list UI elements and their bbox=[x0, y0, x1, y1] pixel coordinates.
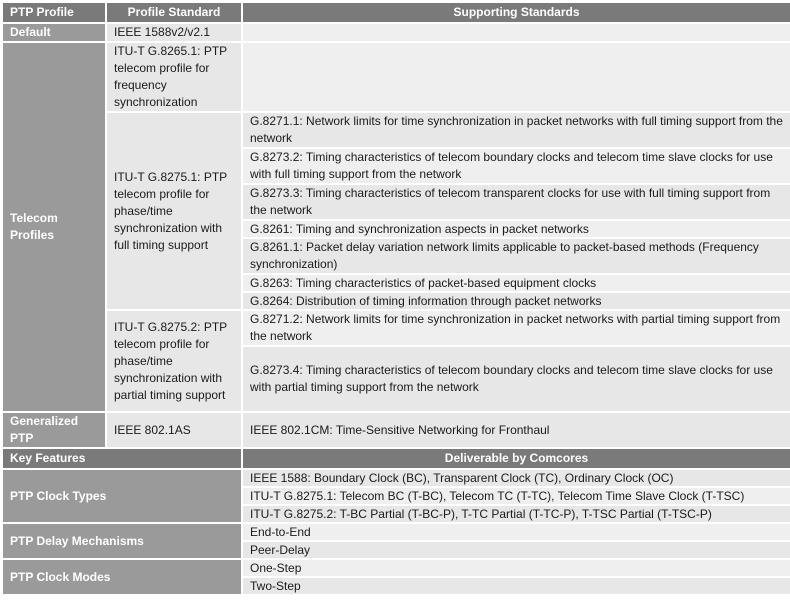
standard-g8275-1: ITU-T G.8275.1: PTP telecom profile for phase/time synchronization with full timing support bbox=[106, 112, 242, 310]
support-g8273-3: G.8273.3: Timing characteristics of telecom transparent clocks for use with full timing support from the network bbox=[242, 184, 790, 220]
telecom-row-g8265-1 bbox=[2, 42, 790, 112]
clock-types-label: PTP Clock Types bbox=[2, 469, 242, 523]
header-supporting-standards: Supporting Standards bbox=[242, 2, 790, 23]
delay-peer-delay: Peer-Delay bbox=[242, 541, 790, 559]
default-standard: IEEE 1588v2/v2.1 bbox=[106, 23, 242, 42]
support-g8261-1: G.8261.1: Packet delay variation network limits applicable to packet-based methods (Frequency synchronization) bbox=[242, 238, 790, 274]
telecom-profiles-label: Telecom Profiles bbox=[2, 42, 106, 412]
features-header-row bbox=[2, 448, 790, 469]
support-g8271-1: G.8271.1: Network limits for time synchronization in packet networks with full timing support from the network bbox=[242, 112, 790, 148]
support-g8273-4: G.8273.4: Timing characteristics of telecom boundary clocks and telecom time slave clocks for use with partial timing support from the network bbox=[242, 346, 790, 412]
delay-row-1 bbox=[2, 523, 790, 541]
generalized-profile-label: Generalized PTP bbox=[2, 412, 106, 448]
standard-g8275-2: ITU-T G.8275.2: PTP telecom profile for phase/time synchronization with partial timing support bbox=[106, 310, 242, 412]
generalized-standard: IEEE 802.1AS bbox=[106, 412, 242, 448]
clock-type-ieee1588: IEEE 1588: Boundary Clock (BC), Transparent Clock (TC), Ordinary Clock (OC) bbox=[242, 469, 790, 487]
support-g8271-2: G.8271.2: Network limits for time synchronization in packet networks with partial timing support from the network bbox=[242, 310, 790, 346]
delay-end-to-end: End-to-End bbox=[242, 523, 790, 541]
telecom-row-g8275-1-s1 bbox=[2, 112, 790, 148]
header-row bbox=[2, 2, 790, 23]
clock-type-g8275-1: ITU-T G.8275.1: Telecom BC (T-BC), Telecom TC (T-TC), Telecom Time Slave Clock (T-TSC) bbox=[242, 487, 790, 505]
telecom-row-g8275-2-s1 bbox=[2, 310, 790, 346]
default-supporting-empty bbox=[242, 23, 790, 42]
delay-mechanisms-label: PTP Delay Mechanisms bbox=[2, 523, 242, 559]
generalized-row bbox=[2, 412, 790, 448]
support-g8264: G.8264: Distribution of timing information through packet networks bbox=[242, 292, 790, 310]
clock-modes-label: PTP Clock Modes bbox=[2, 559, 242, 595]
default-row bbox=[2, 23, 790, 42]
mode-two-step: Two-Step bbox=[242, 577, 790, 595]
generalized-support: IEEE 802.1CM: Time-Sensitive Networking for Fronthaul bbox=[242, 412, 790, 448]
header-ptp-profile: PTP Profile bbox=[2, 2, 106, 23]
ptp-standards-table bbox=[1, 1, 790, 596]
default-profile-label: Default bbox=[2, 23, 106, 42]
support-g8261: G.8261: Timing and synchronization aspects in packet networks bbox=[242, 220, 790, 238]
standard-g8265-1: ITU-T G.8265.1: PTP telecom profile for frequency synchronization bbox=[106, 42, 242, 112]
header-deliverable: Deliverable by Comcores bbox=[242, 448, 790, 469]
mode-one-step: One-Step bbox=[242, 559, 790, 577]
clock-types-row-1 bbox=[2, 469, 790, 487]
modes-row-1 bbox=[2, 559, 790, 577]
g8265-1-supporting-empty bbox=[242, 42, 790, 112]
header-key-features: Key Features bbox=[2, 448, 242, 469]
header-profile-standard: Profile Standard bbox=[106, 2, 242, 23]
support-g8273-2: G.8273.2: Timing characteristics of telecom boundary clocks and telecom time slave clocks for use with full timing support from the network bbox=[242, 148, 790, 184]
support-g8263: G.8263: Timing characteristics of packet-based equipment clocks bbox=[242, 274, 790, 292]
clock-type-g8275-2: ITU-T G.8275.2: T-BC Partial (T-BC-P), T-TC Partial (T-TC-P), T-TSC Partial (T-TSC-P) bbox=[242, 505, 790, 523]
